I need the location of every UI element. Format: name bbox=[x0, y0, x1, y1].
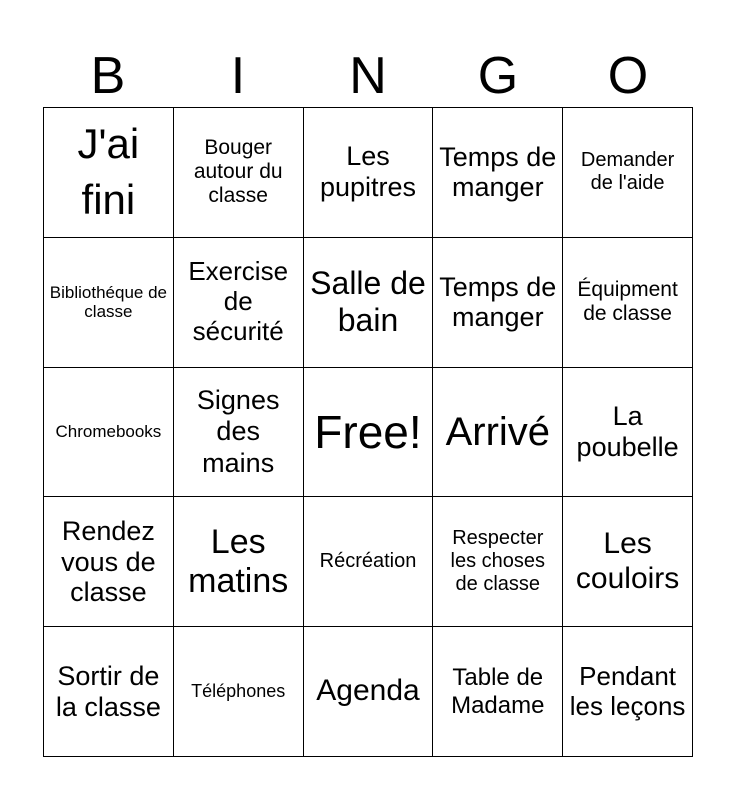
bingo-cell[interactable]: Salle de bain bbox=[304, 238, 434, 368]
bingo-cell[interactable]: Bibliothéque de classe bbox=[44, 238, 174, 368]
header-letter-b: B bbox=[90, 47, 126, 105]
bingo-cell[interactable]: Les pupitres bbox=[304, 108, 434, 238]
bingo-cell[interactable]: Téléphones bbox=[174, 627, 304, 757]
bingo-cell[interactable]: Agenda bbox=[304, 627, 434, 757]
bingo-cell[interactable]: Temps de manger bbox=[433, 238, 563, 368]
bingo-cell[interactable]: Rendez vous de classe bbox=[44, 497, 174, 627]
header-letter-i: I bbox=[230, 47, 246, 105]
header-letter-g: G bbox=[477, 47, 519, 105]
bingo-cell[interactable]: Table de Madame bbox=[433, 627, 563, 757]
bingo-card bbox=[43, 107, 693, 757]
bingo-header bbox=[43, 44, 693, 108]
bingo-cell[interactable]: Équipment de classe bbox=[563, 238, 693, 368]
header-letter-n: N bbox=[349, 47, 387, 105]
bingo-cell[interactable]: Exercise de sécurité bbox=[174, 238, 304, 368]
bingo-cell[interactable]: Signes des mains bbox=[174, 368, 304, 498]
bingo-cell[interactable]: Pendant les leçons bbox=[563, 627, 693, 757]
bingo-cell[interactable]: Demander de l'aide bbox=[563, 108, 693, 238]
bingo-cell[interactable]: Respecter les choses de classe bbox=[433, 497, 563, 627]
bingo-cell[interactable]: Les couloirs bbox=[563, 497, 693, 627]
free-space-cell[interactable]: Free! bbox=[304, 368, 434, 498]
bingo-cell[interactable]: Chromebooks bbox=[44, 368, 174, 498]
bingo-cell[interactable]: Bouger autour du classe bbox=[174, 108, 304, 238]
bingo-cell[interactable]: Arrivé bbox=[433, 368, 563, 498]
bingo-cell[interactable]: Les matins bbox=[174, 497, 304, 627]
bingo-cell[interactable]: Récréation bbox=[304, 497, 434, 627]
bingo-cell[interactable]: Temps de manger bbox=[433, 108, 563, 238]
bingo-cell[interactable]: Sortir de la classe bbox=[44, 627, 174, 757]
header-letter-o: O bbox=[607, 47, 649, 105]
bingo-cell[interactable]: J'ai fini bbox=[44, 108, 174, 238]
bingo-cell[interactable]: La poubelle bbox=[563, 368, 693, 498]
